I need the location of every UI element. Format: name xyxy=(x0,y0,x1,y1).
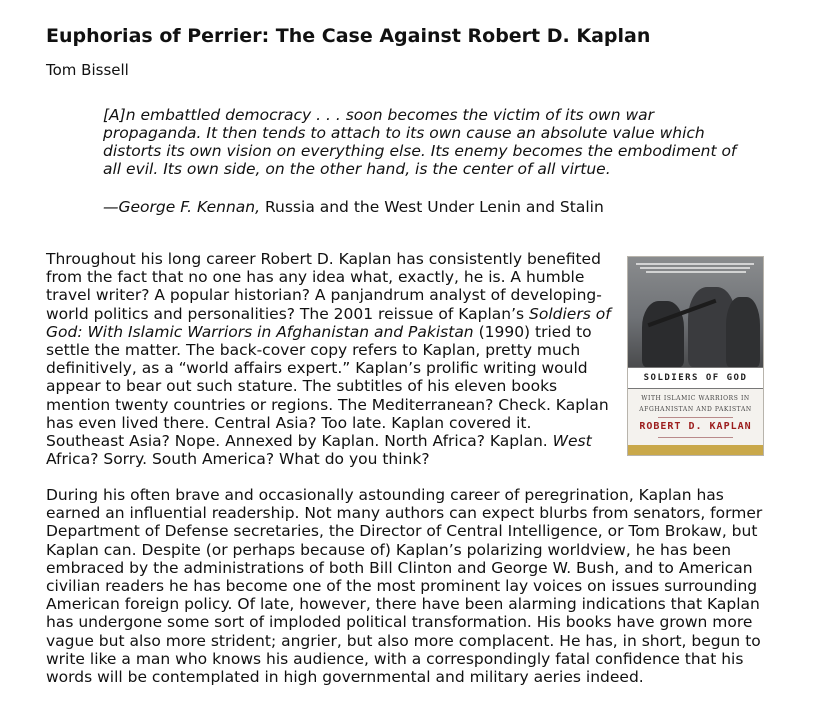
paragraph-line-text: Southeast Asia? Nope. Annexed by Kaplan. North Africa? Kaplan. xyxy=(46,432,548,451)
paragraph-line: has undergone some sort of imploded political transformation. His books have grown more xyxy=(46,613,753,632)
epigraph-attribution-author: —George F. Kennan, xyxy=(103,198,261,216)
paragraph-line xyxy=(46,323,621,341)
article-author: Tom Bissell xyxy=(46,61,129,79)
cover-subtitle-2: AFGHANISTAN AND PAKISTAN xyxy=(639,406,752,413)
book-cover-image xyxy=(627,256,764,456)
paragraph-line: earned an influential readership. Not many authors can expect blurbs from senators, former xyxy=(46,504,763,523)
paragraph-line: appear to bear out such stature. The subtitles of his eleven books xyxy=(46,377,558,396)
cover-author: ROBERT D. KAPLAN xyxy=(639,421,752,432)
paragraph-line xyxy=(46,432,621,450)
paragraph-line: has even lived there. Central Asia? Too late. Kaplan covered it. xyxy=(46,413,532,432)
paragraph-line: from the fact that no one has any idea what, exactly, he is. A humble xyxy=(46,268,585,287)
cover-photo xyxy=(628,257,763,367)
paragraph-line: civilian readers he has become one of the most prominent lay voices on issues surrounding xyxy=(46,577,758,596)
cover-title: SOLDIERS OF GOD xyxy=(628,367,763,389)
paragraph-line: embraced by the administrations of both Bill Clinton and George W. Bush, and to American xyxy=(46,558,753,577)
paragraph-line: Department of Defense secretaries, the Director of Central Intelligence, or Tom Brokaw, but xyxy=(46,522,758,541)
paragraph-line: Africa? Sorry. South America? What do you think? xyxy=(46,450,430,469)
paragraph-line: mention twenty countries or regions. The Mediterranean? Check. Kaplan xyxy=(46,395,609,414)
book-title-italic: God: With Islamic Warriors in Afghanistan and Pakistan xyxy=(46,322,474,341)
cover-subtitle-1: WITH ISLAMIC WARRIORS IN xyxy=(641,395,750,402)
article-title: Euphorias of Perrier: The Case Against Robert D. Kaplan xyxy=(46,25,651,47)
paragraph-line: definitively, as a “world affairs expert.” Kaplan’s prolific writing would xyxy=(46,359,588,378)
paragraph-line: Kaplan can. Despite (or perhaps because of) Kaplan’s polarizing worldview, he has been xyxy=(46,540,732,559)
cover-figure-left xyxy=(642,301,684,367)
epigraph-attribution-work: Russia and the West Under Lenin and Stalin xyxy=(260,198,604,216)
cover-blurb-line xyxy=(646,271,746,273)
paragraph-line-text: world politics and personalities? The 2001 reissue of Kaplan’s xyxy=(46,304,525,323)
paragraph-line: travel writer? A popular historian? A panjandrum analyst of developing- xyxy=(46,286,602,305)
paragraph-line: During his often brave and occasionally astounding career of peregrination, Kaplan has xyxy=(46,486,724,504)
paragraph-line-text: (1990) tried to xyxy=(473,322,592,341)
region-italic: West xyxy=(547,432,592,451)
paragraph-line: vague but also more strident; angrier, but also more complacent. He has, in short, begun to xyxy=(46,631,761,650)
paragraph-line: settle the matter. The back-cover copy refers to Kaplan, pretty much xyxy=(46,341,581,360)
epigraph-quote: [A]n embattled democracy . . . soon becomes the victim of its own war propaganda. It then tends to attach to its own cause an absolute value which distorts its own vision on everything else. Its enemy becomes the embodiment of all evil. Its own side, on the other hand, is the center of all virtue. xyxy=(103,106,737,178)
paragraph-line xyxy=(46,305,621,323)
cover-blurb-line xyxy=(640,267,750,269)
body-paragraph-2 xyxy=(46,486,786,686)
cover-bottom-strip xyxy=(628,445,763,455)
book-title-italic: Soldiers of xyxy=(524,304,611,323)
paragraph-line: Throughout his long career Robert D. Kaplan has consistently benefited xyxy=(46,250,601,268)
cover-blurb-line xyxy=(636,263,754,265)
cover-divider xyxy=(658,437,733,438)
cover-divider xyxy=(658,417,733,418)
paragraph-line: words will be contemplated in high governmental and military aeries indeed. xyxy=(46,668,644,687)
body-paragraph-1 xyxy=(46,250,621,468)
paragraph-line: write like a man who knows his audience, with a correspondingly fatal confidence that his xyxy=(46,649,744,668)
paragraph-line: American foreign policy. Of late, however, there have been alarming indications that Kaplan xyxy=(46,595,760,614)
epigraph-attribution xyxy=(103,198,604,216)
cover-figure-right xyxy=(726,297,760,367)
